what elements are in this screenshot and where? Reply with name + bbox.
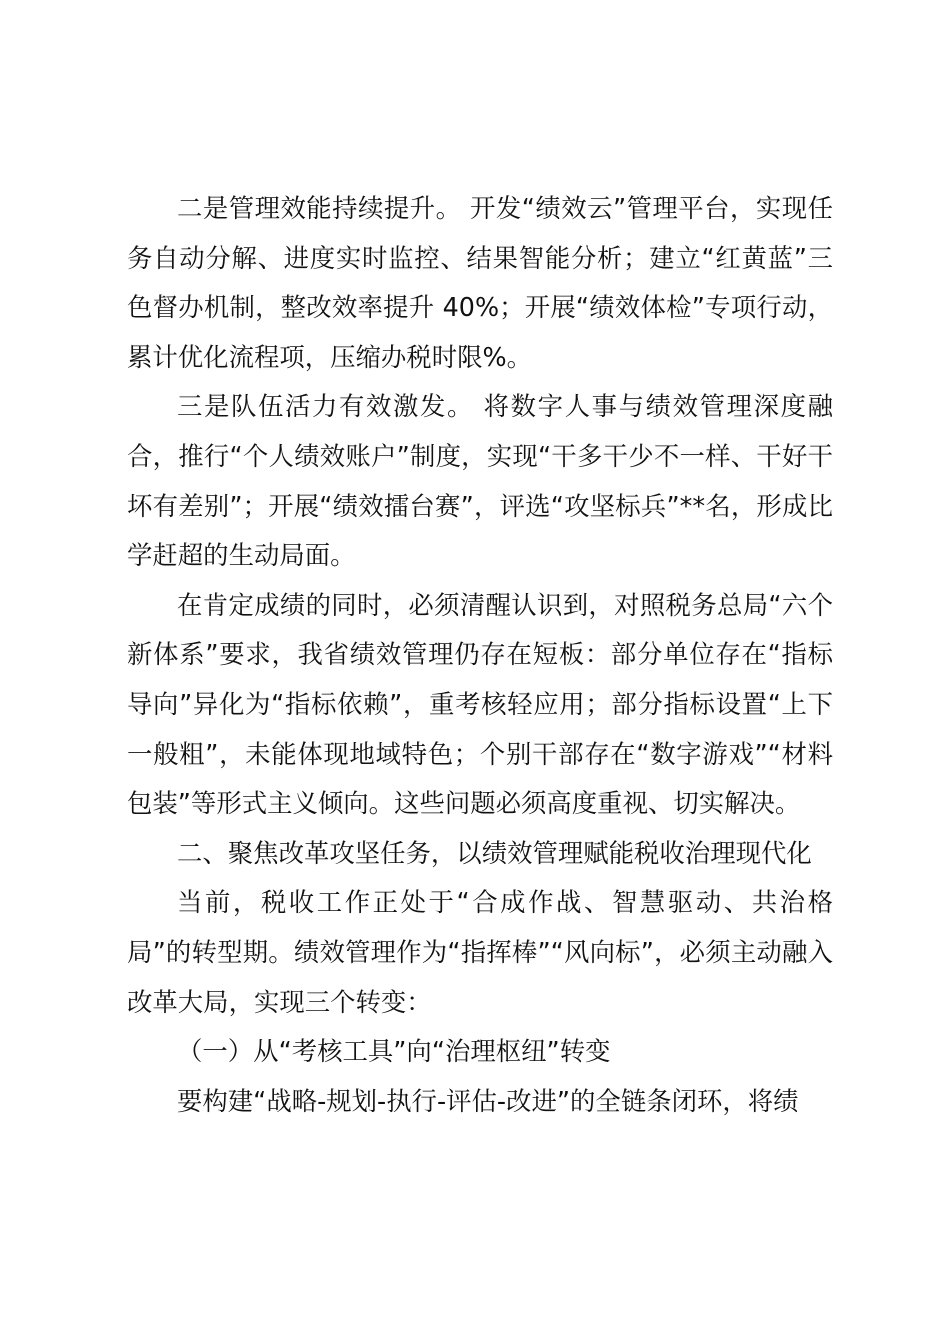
paragraph-closed-loop: 要构建“战略-规划-执行-评估-改进”的全链条闭环，将绩 — [177, 1085, 799, 1116]
paragraph-current-situation: 当前，税收工作正处于“合成作战、智慧驱动、共治格局”的转型期。绩效管理作为“指挥棒”“风向标”，必须主动融入改革大局，实现三个转变： — [127, 887, 833, 1017]
paragraph-management-efficiency: 二是管理效能持续提升。 开发“绩效云”管理平台，实现任务自动分解、进度实时监控、结果智能分析；建立“红黄蓝”三色督办机制，整改效率提升 40%；开展“绩效体检”专项行动，累计优化流程项，压缩办税时限%。 — [127, 193, 833, 372]
document-body — [127, 184, 833, 1126]
section-heading-reform-tasks: 二、聚焦改革攻坚任务，以绩效管理赋能税收治理现代化 — [177, 837, 812, 868]
paragraph-team-vitality: 三是队伍活力有效激发。 将数字人事与绩效管理深度融合，推行“个人绩效账户”制度，实现“干多干少不一样、干好干坏有差别”；开展“绩效擂台赛”，评选“攻坚标兵”**名，形成比学赶超的生动局面。 — [127, 391, 833, 571]
paragraph-shortcomings: 在肯定成绩的同时，必须清醒认识到，对照税务总局“六个新体系”要求，我省绩效管理仍存在短板：部分单位存在“指标导向”异化为“指标依赖”，重考核轻应用；部分指标设置“上下一般粗”，未能体现地域特色；个别干部存在“数字游戏”“材料包装”等形式主义倾向。这些问题必须高度重视、切实解决。 — [127, 589, 833, 819]
subheading-transformation-one: （一）从“考核工具”向“治理枢纽”转变 — [177, 1036, 611, 1067]
